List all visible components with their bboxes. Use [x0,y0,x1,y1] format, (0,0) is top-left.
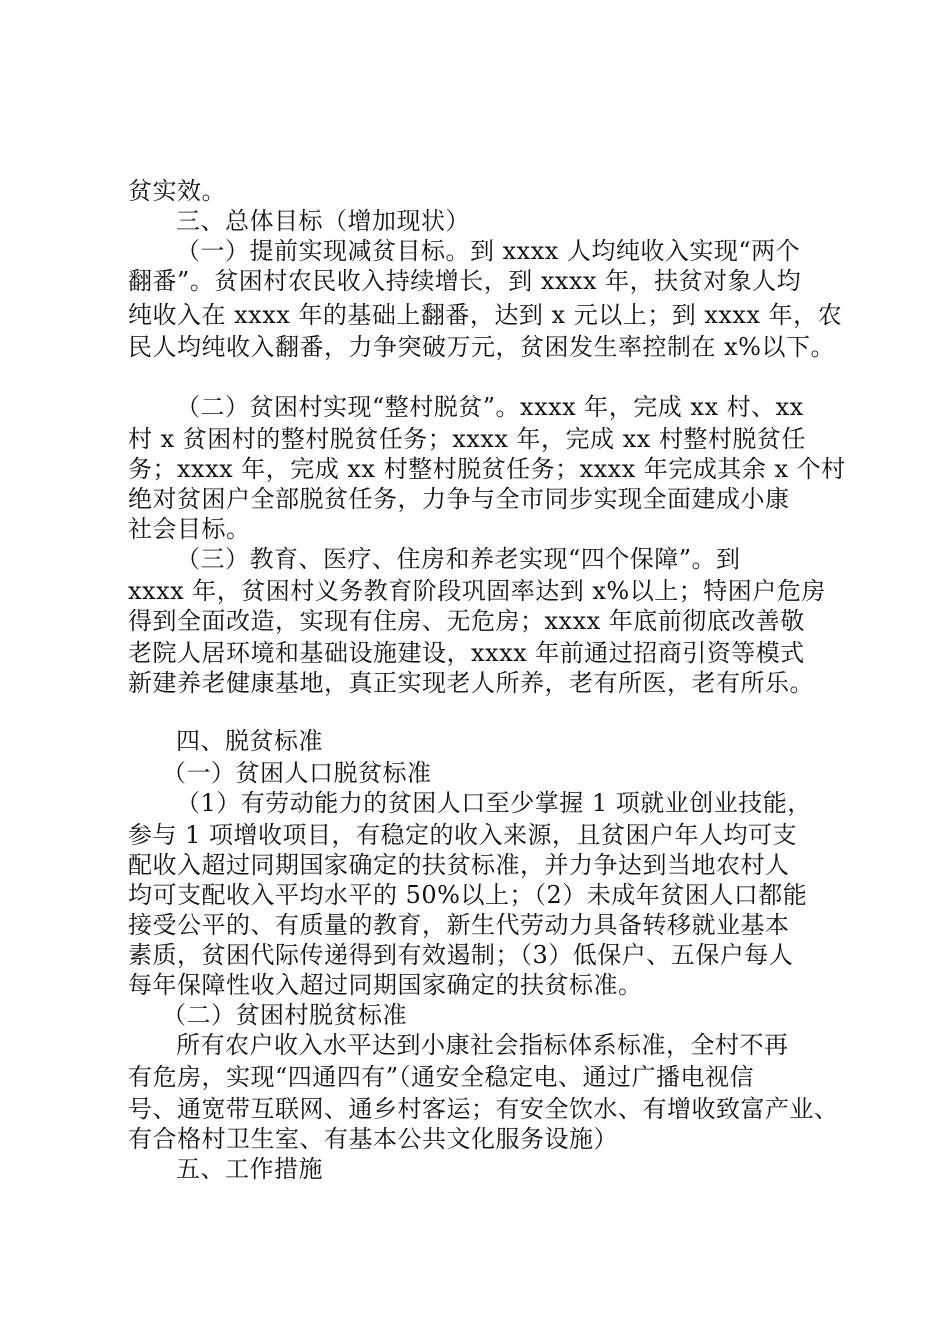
text-line: 得到全面改造，实现有住房、无危房；xxxx 年底前彻底改善敬 [128,607,805,635]
text-line: 所有农户收入水平达到小康社会指标体系标准，全村不再 [176,1031,789,1059]
text-line: 配收入超过同期国家确定的扶贫标准，并力争达到当地农村人 [128,851,790,879]
text-line: （1）有劳动能力的贫困人口至少掌握 1 项就业创业技能， [176,789,812,817]
text-line: 民人均纯收入翻番，力争突破万元，贫困发生率控制在 x%以下。 [128,333,835,361]
text-line: 每年保障性收入超过同期国家确定的扶贫标准。 [128,971,643,999]
text-line: 号、通宽带互联网、通乡村客运；有安全饮水、有增收致富产业、 [128,1095,839,1123]
text-line: 参与 1 项增收项目，有稳定的收入来源，且贫困户年人均可支 [128,821,798,849]
text-line: 有危房，实现“四通四有”（通安全稳定电、通过广播电视信 [128,1063,755,1091]
text-line: xxxx 年，贫困村义务教育阶段巩固率达到 x%以上；特困户危房 [128,577,826,605]
text-line: 绝对贫困户全部脱贫任务，力争与全市同步实现全面建成小康 [128,485,790,513]
text-line: 贫实效。 [128,177,226,205]
text-line: 村 x 贫困村的整村脱贫任务；xxxx 年，完成 xx 村整村脱贫任 [128,425,806,453]
text-line: （一）提前实现减贫目标。到 xxxx 人均纯收入实现“两个 [176,237,801,265]
text-line: 纯收入在 xxxx 年的基础上翻番，达到 x 元以上；到 xxxx 年，农 [128,301,843,329]
text-line: 接受公平的、有质量的教育，新生代劳动力具备转移就业基本 [128,911,790,939]
text-line: 社会目标。 [128,515,251,543]
text-line: 老院人居环境和基础设施建设，xxxx 年前通过招商引资等模式 [128,639,805,667]
text-line: 新建养老健康基地，真正实现老人所养，老有所医，老有所乐。 [128,669,814,697]
text-line: 均可支配收入平均水平的 50%以上；（2）未成年贫困人口都能 [128,881,808,909]
text-line: 有合格村卫生室、有基本公共文化服务设施） [128,1125,618,1153]
text-line: （三）教育、医疗、住房和养老实现“四个保障”。到 [176,545,741,573]
text-line: 务；xxxx 年，完成 xx 村整村脱贫任务；xxxx 年完成其余 x 个村 [128,455,846,483]
text-line: 翻番”。贫困村农民收入持续增长，到 xxxx 年，扶贫对象人均 [128,267,802,295]
section-heading: 三、总体目标（增加现状） [176,207,470,235]
subsection-heading: （一）贫困人口脱贫标准 [162,759,432,787]
text-line: （二）贫困村实现“整村脱贫”。xxxx 年，完成 xx 村、xx [176,393,804,421]
subsection-heading: （二）贫困村脱贫标准 [162,1001,407,1029]
section-heading: 四、脱贫标准 [176,727,323,755]
section-heading: 五、工作措施 [176,1155,323,1183]
text-line: 素质，贫困代际传递得到有效遏制；（3）低保户、五保户每人 [128,941,794,969]
